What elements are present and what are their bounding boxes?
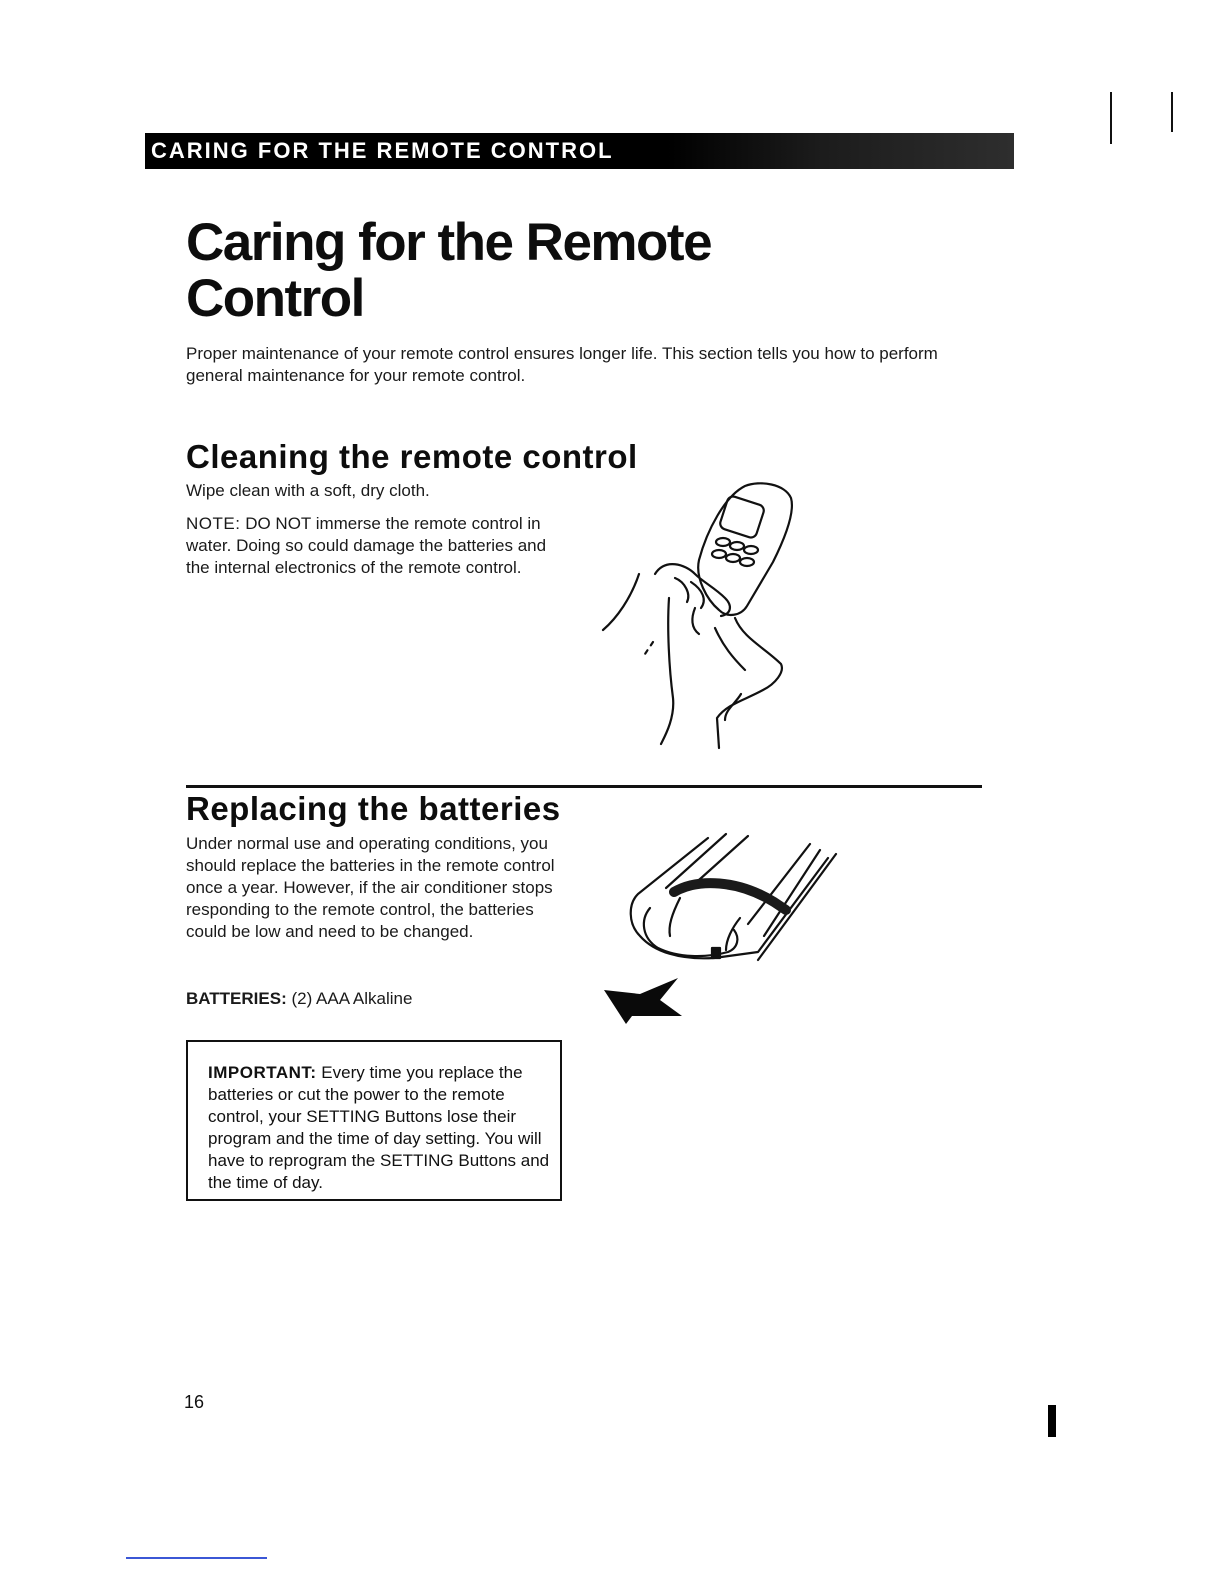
note-label: NOTE: bbox=[186, 514, 241, 533]
cleaning-heading: Cleaning the remote control bbox=[186, 438, 638, 475]
margin-mark bbox=[1110, 92, 1112, 144]
section-banner-label: CARING FOR THE REMOTE CONTROL bbox=[151, 138, 614, 163]
cleaning-note bbox=[186, 513, 572, 579]
section-banner bbox=[145, 133, 1014, 169]
battery-cover bbox=[644, 908, 737, 956]
important-text-block bbox=[208, 1062, 553, 1194]
cleaning-instruction: Wipe clean with a soft, dry cloth. bbox=[186, 481, 430, 500]
margin-mark bbox=[1171, 92, 1173, 132]
page-title-line: Caring for the Remote bbox=[186, 213, 712, 272]
intro-paragraph: Proper maintenance of your remote control ensures longer life. This section tells you how to perform general maintenance for your remote control. bbox=[186, 344, 938, 385]
page-title bbox=[186, 215, 711, 327]
important-text: Every time you replace the batteries or cut the power to the remote control, your SETTING Buttons lose their program and the time of day setting. You will have to reprogram the SETTING Buttons and the time of day. bbox=[208, 1063, 550, 1192]
page-title-line: Control bbox=[186, 269, 364, 328]
page-number: 16 bbox=[184, 1392, 205, 1412]
hand-wiping-remote-illustration bbox=[595, 478, 805, 750]
batteries-spec-value: (2) AAA Alkaline bbox=[291, 989, 413, 1008]
batteries-spec bbox=[186, 988, 578, 1010]
arrow-icon bbox=[604, 978, 682, 1024]
note-text: DO NOT immerse the remote control in water. Doing so could damage the batteries and the internal electronics of the remote control. bbox=[186, 514, 547, 577]
footer-underline bbox=[126, 1557, 267, 1559]
batteries-paragraph: Under normal use and operating conditions, you should replace the batteries in the remote control once a year. However, if the air conditioner stops responding to the remote control, the batteries could be low and need to be changed. bbox=[186, 834, 555, 941]
batteries-spec-label: BATTERIES: bbox=[186, 989, 287, 1008]
important-label: IMPORTANT: bbox=[208, 1063, 317, 1082]
batteries-heading: Replacing the batteries bbox=[186, 790, 561, 827]
important-callout bbox=[186, 1040, 562, 1201]
remote-back-outline bbox=[631, 838, 828, 958]
margin-mark bbox=[1048, 1405, 1056, 1437]
battery-cover-removal-illustration bbox=[598, 828, 848, 1036]
section-divider bbox=[186, 785, 982, 788]
